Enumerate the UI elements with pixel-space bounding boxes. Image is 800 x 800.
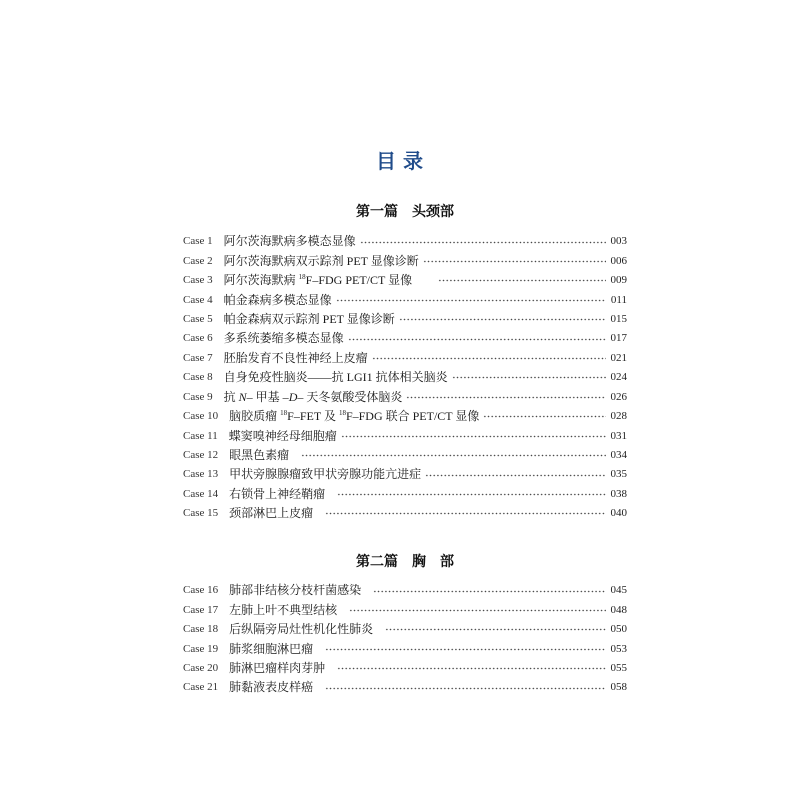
- toc-entry: [183, 485, 627, 504]
- toc-entry: [183, 465, 627, 484]
- entry-title-text: – 天冬氨酸受体脑炎: [297, 389, 403, 404]
- entry-title: 帕金森病双示踪剂 PET 显像诊断: [223, 311, 395, 326]
- entry-title: 左肺上叶不典型结核: [229, 602, 338, 617]
- italic-letter: D: [288, 389, 298, 404]
- case-label: Case 13: [183, 468, 219, 481]
- toc-entry: [183, 232, 627, 251]
- entry-title: 甲状旁腺腺瘤致甲状旁腺功能亢进症: [229, 467, 422, 482]
- page-number: 040: [610, 507, 627, 520]
- page-number: 024: [610, 371, 627, 384]
- dot-leader: [337, 659, 605, 678]
- case-label: Case 7: [183, 351, 213, 364]
- toc-entry: [183, 601, 627, 620]
- dot-leader: [349, 601, 605, 620]
- case-label: Case 16: [183, 584, 219, 597]
- case-label: Case 14: [183, 487, 219, 500]
- dot-leader: [423, 252, 606, 271]
- page-number: 015: [610, 312, 627, 325]
- entry-title-text: – 甲基 –: [246, 389, 289, 404]
- entry-title: 肺浆细胞淋巴瘤: [229, 641, 314, 656]
- toc-entry: [183, 678, 627, 697]
- dot-leader: [425, 466, 605, 485]
- toc-entry: [183, 271, 627, 290]
- entry-title: 多系统萎缩多模态显像: [223, 331, 344, 346]
- dot-leader: [399, 310, 606, 329]
- entry-title-text: 阿尔茨海默病: [223, 273, 299, 288]
- entry-title-text: F–FDG 联合 PET/CT 显像: [345, 409, 480, 424]
- dot-leader: [348, 330, 606, 349]
- dot-leader: [336, 291, 606, 310]
- entry-title-text: 抗: [223, 389, 239, 404]
- case-label: Case 8: [183, 371, 213, 384]
- toc-entry: [183, 640, 627, 659]
- entry-title: 帕金森病多模态显像: [223, 292, 332, 307]
- page-number: 011: [610, 293, 627, 306]
- toc-entry: [183, 446, 627, 465]
- toc-entry: [183, 329, 627, 348]
- page-number: 055: [610, 661, 627, 674]
- dot-leader: [301, 446, 605, 465]
- page-number: 034: [610, 448, 627, 461]
- isotope-superscript: 18: [280, 409, 288, 418]
- toc-entry: [183, 349, 627, 368]
- page-number: 053: [610, 642, 627, 655]
- dot-leader: [452, 368, 606, 387]
- dot-leader: [341, 427, 606, 446]
- entry-title: [224, 271, 412, 290]
- dot-leader: [337, 485, 605, 504]
- entry-title-text: 脑胶质瘤: [229, 409, 281, 424]
- isotope-superscript: 18: [338, 409, 346, 418]
- case-label: Case 19: [183, 642, 219, 655]
- case-label: Case 10: [183, 410, 219, 423]
- case-label: Case 18: [183, 623, 219, 636]
- entry-title: 胚胎发育不良性神经上皮瘤: [223, 350, 368, 365]
- entry-title: [229, 407, 479, 426]
- page-number: 058: [610, 681, 627, 694]
- isotope-superscript: 18: [298, 273, 306, 282]
- case-label: Case 15: [183, 507, 219, 520]
- entry-title: 阿尔茨海默病多模态显像: [223, 234, 356, 249]
- page-number: 035: [610, 468, 627, 481]
- entry-title: 蝶窦嗅神经母细胞瘤: [228, 428, 337, 443]
- dot-leader: [372, 349, 606, 368]
- page-number: 048: [610, 603, 627, 616]
- case-label: Case 3: [183, 274, 213, 287]
- case-label: Case 21: [183, 681, 219, 694]
- dot-leader: [373, 582, 605, 601]
- toc-list: [183, 581, 627, 698]
- case-label: Case 17: [183, 603, 219, 616]
- page-number: 009: [610, 274, 627, 287]
- case-label: Case 11: [183, 429, 218, 442]
- entry-title: 肺黏液表皮样癌: [229, 680, 314, 695]
- toc-list: [183, 232, 627, 523]
- toc-entry: [183, 310, 627, 329]
- case-label: Case 20: [183, 661, 219, 674]
- page-number: 026: [610, 390, 627, 403]
- toc-entry: [183, 407, 627, 426]
- case-label: Case 2: [183, 254, 213, 267]
- page-number: 028: [610, 410, 627, 423]
- dot-leader: [483, 407, 605, 426]
- toc-entry: [183, 581, 627, 600]
- dot-leader: [325, 679, 605, 698]
- entry-title: 肺淋巴瘤样肉芽肿: [229, 660, 326, 675]
- page-number: 017: [610, 332, 627, 345]
- page-number: 021: [610, 351, 627, 364]
- case-label: Case 4: [183, 293, 213, 306]
- entry-title: [224, 388, 403, 407]
- entry-title: 自身免疫性脑炎——抗 LGI1 抗体相关脑炎: [223, 370, 448, 385]
- page-number: 003: [610, 235, 627, 248]
- toc-entry: [183, 291, 627, 310]
- case-label: Case 5: [183, 312, 213, 325]
- toc-entry: [183, 620, 627, 639]
- toc-entry: [183, 368, 627, 387]
- section-heading: 第一篇 头颈部: [356, 205, 454, 220]
- section-heading: 第二篇 胸 部: [356, 555, 454, 570]
- entry-title: 肺部非结核分枝杆菌感染: [229, 583, 362, 598]
- page-number: 045: [610, 584, 627, 597]
- toc-entry: [183, 252, 627, 271]
- italic-letter: N: [238, 389, 247, 404]
- case-label: Case 1: [183, 235, 213, 248]
- entry-title: 右锁骨上神经鞘瘤: [229, 486, 326, 501]
- toc-entry: [183, 388, 627, 407]
- case-label: Case 6: [183, 332, 213, 345]
- page-title: 目 录: [376, 151, 424, 173]
- dot-leader: [406, 388, 605, 407]
- dot-leader: [325, 504, 605, 523]
- entry-title-text: F–FET 及: [287, 409, 339, 424]
- entry-title: 后纵隔旁局灶性机化性肺炎: [229, 622, 374, 637]
- case-label: Case 9: [183, 390, 213, 403]
- toc-entry: [183, 659, 627, 678]
- dot-leader: [385, 620, 605, 639]
- toc-entry: [183, 504, 627, 523]
- dot-leader: [360, 233, 606, 252]
- dot-leader: [438, 271, 605, 290]
- entry-title: 阿尔茨海默病双示踪剂 PET 显像诊断: [223, 253, 419, 268]
- page-number: 006: [610, 254, 627, 267]
- case-label: Case 12: [183, 448, 219, 461]
- page-number: 038: [610, 487, 627, 500]
- entry-title: 颈部淋巴上皮瘤: [229, 506, 314, 521]
- dot-leader: [325, 640, 605, 659]
- toc-entry: [183, 427, 627, 446]
- entry-title: 眼黑色素瘤: [229, 447, 290, 462]
- page-number: 031: [610, 429, 627, 442]
- entry-title-text: F–FDG PET/CT 显像: [305, 273, 413, 288]
- page-number: 050: [610, 623, 627, 636]
